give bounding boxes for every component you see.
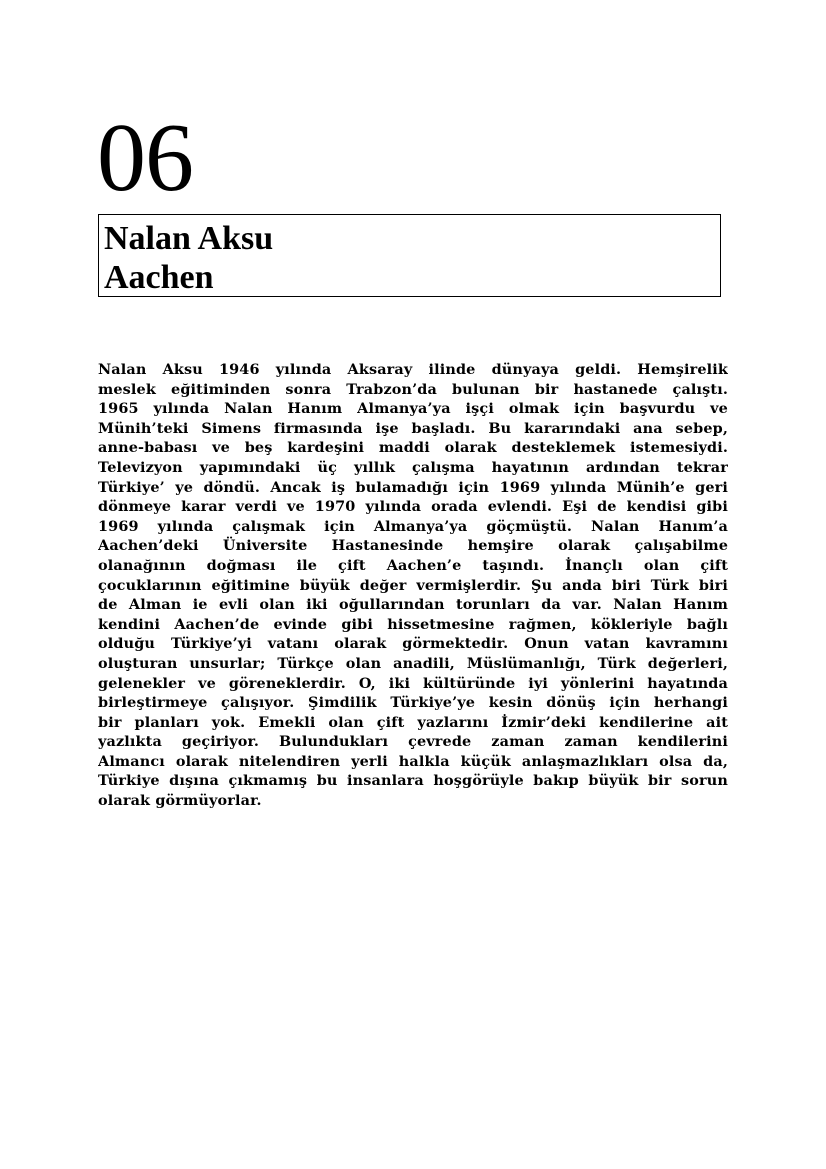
paragraph-line: kendini Aachen’de evinde gibi hissetmesine rağmen, kökleriyle bağlı: [98, 615, 728, 633]
paragraph-line: 1965 yılında Nalan Hanım Almanya’ya işçi olmak için başvurdu ve: [98, 400, 728, 418]
paragraph-line: Münih’teki Simens firmasında işe başladı. Bu kararındaki ana sebep,: [98, 419, 728, 437]
chapter-number: 06: [97, 104, 193, 212]
paragraph-line: birleştirmeye çalışıyor. Şimdilik Türkiye’ye kesin dönüş için herhangi: [98, 694, 728, 712]
paragraph-line: olduğu Türkiye’yi vatanı olarak görmektedir. Onun vatan kavramını: [98, 635, 728, 653]
paragraph-line: Almancı olarak nitelendiren yerli halkla küçük anlaşmazlıkları olsa da,: [98, 752, 728, 770]
paragraph-line: anne-babası ve beş kardeşini maddi olarak desteklemek istemesiydi.: [98, 439, 728, 457]
paragraph-line: olarak görmüyorlar.: [98, 792, 262, 810]
paragraph-line: bir planları yok. Emekli olan çift yazlarını İzmir’deki kendilerine ait: [98, 713, 728, 731]
biography-paragraph: [98, 360, 728, 811]
city-name: Aachen: [104, 259, 214, 296]
paragraph-line: Türkiye dışına çıkmamış bu insanlara hoşgörüyle bakıp büyük bir sorun: [98, 772, 728, 790]
paragraph-line: olanağının doğması ile çift Aachen’e taşındı. İnançlı olan çift: [98, 556, 728, 574]
title-box: [98, 214, 721, 297]
paragraph-line: Nalan Aksu 1946 yılında Aksaray ilinde dünyaya geldi. Hemşirelik: [98, 361, 728, 378]
paragraph-line: Türkiye’ ye döndü. Ancak iş bulamadığı için 1969 yılında Münih’e geri: [98, 478, 728, 496]
person-name: Nalan Aksu: [104, 220, 274, 257]
paragraph-line: 1969 yılında çalışmak için Almanya’ya göçmüştü. Nalan Hanım’a: [98, 517, 728, 535]
paragraph-line: Televizyon yapımındaki üç yıllık çalışma hayatının ardından tekrar: [98, 458, 728, 476]
paragraph-line: yazlıkta geçiriyor. Bulundukları çevrede zaman zaman kendilerini: [98, 733, 728, 751]
paragraph-line: gelenekler ve göreneklerdir. O, iki kültüründe iyi yönlerini hayatında: [98, 674, 728, 692]
paragraph-line: meslek eğitiminden sonra Trabzon’da bulunan bir hastanede çalıştı.: [98, 380, 728, 398]
paragraph-line: çocuklarının eğitimine büyük değer vermişlerdir. Şu anda biri Türk biri: [98, 576, 728, 594]
paragraph-line: Aachen’deki Üniversite Hastanesinde hemşire olarak çalışabilme: [98, 537, 728, 555]
paragraph-line: dönmeye karar verdi ve 1970 yılında orada evlendi. Eşi de kendisi gibi: [98, 498, 728, 516]
paragraph-line: de Alman ie evli olan iki oğullarından torunları da var. Nalan Hanım: [98, 596, 728, 614]
paragraph-line: oluşturan unsurlar; Türkçe olan anadili, Müslümanlığı, Türk değerleri,: [98, 654, 728, 672]
